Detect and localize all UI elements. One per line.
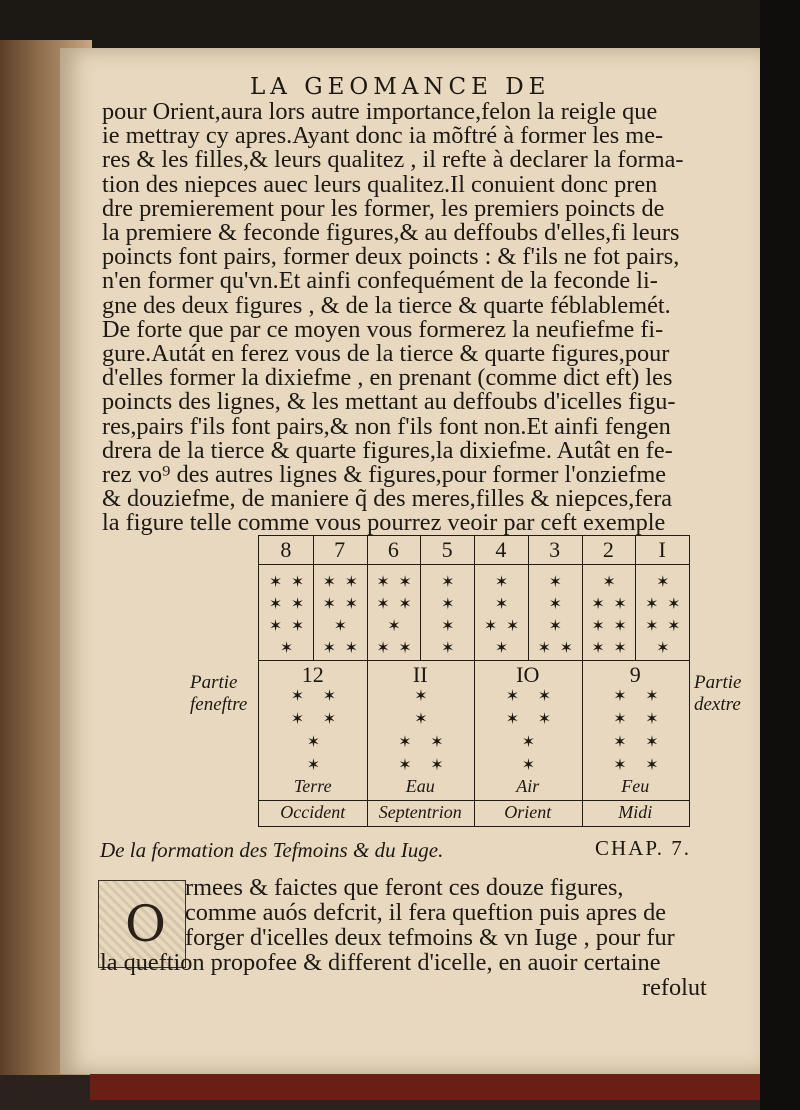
- figure-number: 5: [441, 537, 453, 562]
- figure-dot: ✶: [613, 686, 627, 705]
- figure-dot: ✶: [559, 638, 574, 657]
- text-line: & douziefme, de maniere q̃ des meres,filles & niepces,fera: [102, 485, 673, 513]
- figure-dot: ✶: [667, 616, 681, 635]
- figure-dot: ✶: [387, 616, 401, 635]
- figure-dot: ✶: [268, 572, 283, 591]
- text-line: gure.Autát en ferez vous de la tierce & quarte figures,pour: [102, 340, 670, 368]
- figure-dot: ✶: [602, 572, 616, 591]
- running-head: LA GEOMANCE DE: [250, 74, 551, 100]
- figure-number: 3: [549, 537, 561, 562]
- figure-dot: ✶: [537, 638, 552, 657]
- text-line: De forte que par ce moyen vous formerez la neufiefme fi-: [102, 315, 664, 343]
- figure-dot: ✶: [645, 616, 659, 635]
- figure-dot: ✶: [344, 572, 359, 591]
- text-line: res,pairs f'ils font pairs,& non f'ils font non.Et ainfi fengen: [102, 412, 671, 440]
- figure-dot: ✶: [290, 686, 305, 705]
- figure-dot: ✶: [398, 572, 412, 591]
- figure-dot: ✶: [322, 709, 337, 728]
- text-line: gne des deux figures , & de la tierce & quarte féblablemét.: [102, 291, 671, 319]
- chapter-heading: CHAP. 7.: [595, 836, 691, 860]
- figure-dot: ✶: [645, 755, 659, 774]
- right-side-label: [694, 672, 742, 716]
- figure-dot: ✶: [494, 638, 509, 657]
- figure-dot: ✶: [441, 594, 455, 613]
- text-line: ie mettray cy apres.Ayant donc ia mõftré à former les me-: [102, 122, 664, 150]
- figure-dot: ✶: [430, 732, 444, 751]
- figure-dot: ✶: [645, 686, 659, 705]
- figure-dot: ✶: [398, 638, 412, 657]
- text-line: rez vo⁹ des autres lignes & figures,pour former l'onziefme: [102, 461, 667, 489]
- figure-dot: ✶: [483, 616, 498, 635]
- figure-dot: ✶: [613, 732, 627, 751]
- right-label-line: Partie: [694, 672, 742, 693]
- figure-dot: ✶: [613, 638, 627, 657]
- figure-dot: ✶: [306, 732, 321, 751]
- text-line: la premiere & feconde figures,& au deffoubs d'elles,fi leurs: [102, 219, 680, 247]
- figure-dot: ✶: [505, 686, 520, 705]
- figure-caption: De la formation des Tefmoins & du Iuge.: [100, 838, 444, 862]
- main-paragraph: [102, 100, 722, 536]
- text-line: la queftion propofee & different d'icelle, en auoir certaine: [100, 949, 661, 976]
- text-line: res & les filles,& leurs qualitez , il refte à declarer la forma-: [102, 146, 684, 174]
- figure-dot: ✶: [414, 686, 428, 705]
- figure-dot: ✶: [613, 755, 627, 774]
- figure-dot: ✶: [268, 594, 283, 613]
- text-line: poincts des lignes, & les mettant au deffoubs d'icelles figu-: [102, 388, 676, 416]
- figure-dot: ✶: [441, 616, 455, 635]
- figure-dot: ✶: [548, 594, 563, 613]
- figure-dot: ✶: [521, 755, 536, 774]
- figure-number: 9: [629, 662, 641, 687]
- figure-dot: ✶: [667, 594, 681, 613]
- figure-dot: ✶: [333, 616, 348, 635]
- text-line: pour Orient,aura lors autre importance,felon la reigle que: [102, 98, 658, 125]
- figure-dot: ✶: [322, 572, 337, 591]
- figure-dot: ✶: [656, 638, 670, 657]
- text-line: rmees & faictes que feront ces douze figures,: [185, 874, 624, 901]
- figure-dot: ✶: [322, 638, 337, 657]
- figure-dot: ✶: [290, 594, 305, 613]
- figure-dot: ✶: [268, 616, 283, 635]
- figure-dot: ✶: [521, 732, 536, 751]
- figure-number: I: [658, 537, 666, 562]
- figure-dot: ✶: [537, 686, 552, 705]
- figure-dot: ✶: [494, 572, 509, 591]
- figure-dot: ✶: [548, 572, 563, 591]
- text-line: poincts font pairs, former deux poincts : & f'ils ne fot pairs,: [102, 243, 680, 271]
- element-label: Air: [516, 776, 540, 796]
- figure-dot: ✶: [430, 755, 444, 774]
- text-line: tion des niepces auec leurs qualitez.Il conuient donc pren: [102, 170, 658, 198]
- figure-dot: ✶: [376, 572, 390, 591]
- left-label-line: Partie: [190, 672, 238, 693]
- figure-dot: ✶: [613, 616, 627, 635]
- left-side-label: [190, 672, 247, 716]
- figure-dot: ✶: [613, 594, 627, 613]
- figure-dot: ✶: [290, 572, 305, 591]
- figure-number: 8: [280, 537, 292, 562]
- figure-dot: ✶: [376, 594, 390, 613]
- direction-label: Occident: [280, 802, 346, 822]
- figure-dot: ✶: [344, 638, 359, 657]
- figure-dot: ✶: [441, 572, 455, 591]
- geomancy-figure-table: [258, 535, 690, 827]
- figure-dot: ✶: [441, 638, 455, 657]
- text-line: dre premierement pour les former, les premiers poincts de: [102, 194, 665, 222]
- direction-label: Midi: [618, 802, 653, 822]
- figure-dot: ✶: [414, 709, 428, 728]
- figure-dot: ✶: [505, 616, 520, 635]
- figure-number: 2: [602, 537, 614, 562]
- figure-dot: ✶: [279, 638, 294, 657]
- figure-dot: ✶: [505, 709, 520, 728]
- figure-dot: ✶: [591, 638, 605, 657]
- figure-dot: ✶: [376, 638, 390, 657]
- figure-dot: ✶: [613, 709, 627, 728]
- left-label-line: feneftre: [190, 694, 248, 715]
- figure-number: II: [412, 662, 428, 687]
- right-label-line: dextre: [694, 694, 741, 715]
- ornamental-initial-letter: O: [125, 895, 166, 953]
- figure-dot: ✶: [322, 686, 337, 705]
- figure-dot: ✶: [645, 732, 659, 751]
- figure-dot: ✶: [645, 594, 659, 613]
- text-line: d'elles former la dixiefme , en prenant (comme dict eft) les: [102, 364, 673, 392]
- text-line: drera de la tierce & quarte figures,la dixiefme. Autât en fe-: [102, 436, 673, 464]
- figure-dot: ✶: [398, 755, 412, 774]
- figure-dot: ✶: [591, 594, 605, 613]
- figure-number: IO: [516, 662, 540, 687]
- figure-dot: ✶: [494, 594, 509, 613]
- figure-dot: ✶: [290, 616, 305, 635]
- text-line: n'en former qu'vn.Et ainfi confequément de la feconde li-: [102, 267, 658, 295]
- figure-dot: ✶: [537, 709, 552, 728]
- figure-dot: ✶: [306, 755, 321, 774]
- element-label: Terre: [293, 776, 332, 796]
- text-line: la figure telle comme vous pourrez veoir par ceft exemple: [102, 509, 666, 537]
- figure-dot: ✶: [656, 572, 670, 591]
- text-line: refolut: [642, 974, 707, 1001]
- figure-number: 12: [301, 662, 324, 687]
- scan-background-right: [760, 0, 800, 1110]
- figure-dot: ✶: [398, 732, 412, 751]
- text-line: forger d'icelles deux tefmoins & vn Iuge , pour fur: [185, 924, 675, 951]
- figure-number: 7: [334, 537, 346, 562]
- direction-label: Septentrion: [378, 802, 462, 822]
- figure-dot: ✶: [645, 709, 659, 728]
- text-line: comme auós defcrit, il fera queftion puis apres de: [185, 899, 667, 926]
- element-label: Eau: [405, 776, 435, 796]
- figure-dot: ✶: [398, 594, 412, 613]
- direction-label: Orient: [504, 802, 552, 822]
- figure-number: 6: [387, 537, 399, 562]
- figure-dot: ✶: [290, 709, 305, 728]
- figure-dot: ✶: [344, 594, 359, 613]
- figure-number: 4: [495, 537, 507, 562]
- element-label: Feu: [621, 776, 650, 796]
- figure-dot: ✶: [591, 616, 605, 635]
- figure-dot: ✶: [548, 616, 563, 635]
- figure-dot: ✶: [322, 594, 337, 613]
